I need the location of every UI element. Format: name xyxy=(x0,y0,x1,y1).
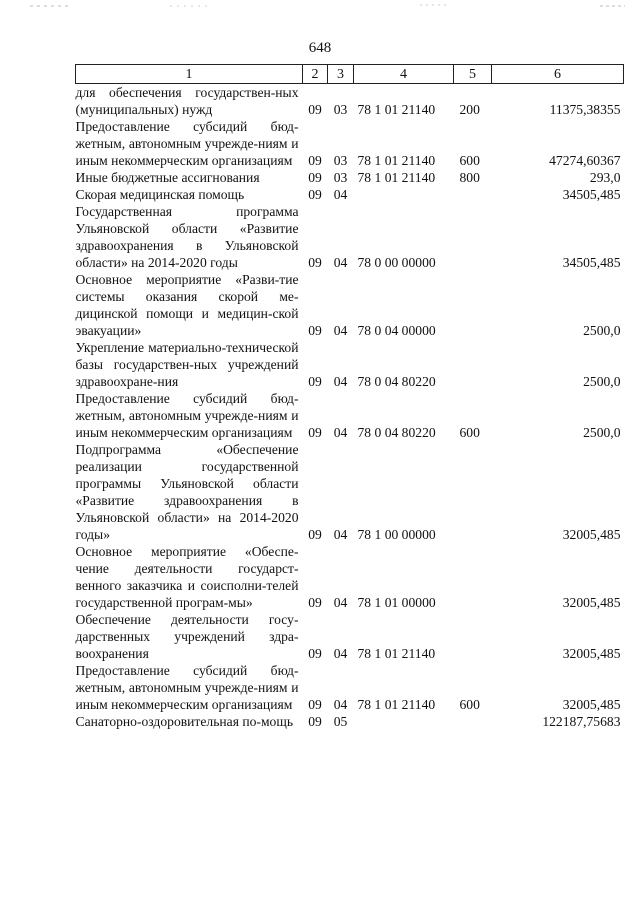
row-section: 09 xyxy=(308,697,322,712)
row-name: Санаторно-оздоровительная по-мощь xyxy=(75,714,294,729)
table-row xyxy=(76,186,624,203)
table-row xyxy=(76,169,624,186)
header-col-vr: 5 xyxy=(454,65,492,84)
row-section: 09 xyxy=(308,323,322,338)
row-amount: 32005,485 xyxy=(562,646,621,661)
row-expense-type xyxy=(454,339,492,390)
row-expense-type: 800 xyxy=(459,170,480,185)
row-section: 09 xyxy=(308,595,322,610)
row-subsection: 03 xyxy=(333,153,348,168)
row-name: Предоставление субсидий бюд-жетным, автономным учрежде-ниям и иным некоммерческим организациям xyxy=(75,391,299,440)
row-expense-type: 600 xyxy=(459,697,480,712)
table-row xyxy=(76,713,624,730)
row-target-article: 78 0 04 80220 xyxy=(357,425,436,440)
row-subsection: 04 xyxy=(333,697,348,712)
row-expense-type: 600 xyxy=(459,425,480,440)
row-name: Иные бюджетные ассигнования xyxy=(75,170,260,185)
row-subsection: 04 xyxy=(333,323,348,338)
row-name: Предоставление субсидий бюд-жетным, автономным учрежде-ниям и иным некоммерческим организациям xyxy=(75,119,299,168)
row-amount: 2500,0 xyxy=(583,323,621,338)
row-section: 09 xyxy=(308,170,322,185)
row-subsection: 04 xyxy=(333,255,348,270)
row-name: Укрепление материально-технической базы государствен-ных учреждений здравоохране-ния xyxy=(75,340,299,389)
table-body xyxy=(76,84,624,731)
table-row xyxy=(76,339,624,390)
row-subsection: 04 xyxy=(333,374,348,389)
row-subsection: 03 xyxy=(333,102,348,117)
table-row xyxy=(76,390,624,441)
row-amount: 2500,0 xyxy=(583,425,621,440)
row-target-article: 78 0 00 00000 xyxy=(357,255,436,270)
row-expense-type: 600 xyxy=(459,153,480,168)
row-target-article: 78 1 01 21140 xyxy=(357,697,436,712)
row-expense-type xyxy=(454,441,492,543)
row-section: 09 xyxy=(308,714,322,729)
row-subsection: 04 xyxy=(333,527,348,542)
header-col-csr: 4 xyxy=(354,65,454,84)
row-amount: 2500,0 xyxy=(583,374,621,389)
page-number: 648 xyxy=(308,40,332,56)
row-expense-type xyxy=(454,713,492,730)
row-section: 09 xyxy=(308,255,322,270)
row-expense-type xyxy=(454,203,492,271)
row-section: 09 xyxy=(308,527,322,542)
row-amount: 293,0 xyxy=(589,170,621,185)
row-target-article xyxy=(354,186,454,203)
row-section: 09 xyxy=(308,187,322,202)
row-subsection: 04 xyxy=(333,425,348,440)
row-target-article: 78 0 04 80220 xyxy=(357,374,436,389)
row-target-article xyxy=(354,713,454,730)
table-row xyxy=(76,84,624,119)
row-name: Основное мероприятие «Разви-тие системы оказания скорой ме-дицинской помощи и медицин-ской эвакуации» xyxy=(75,272,299,338)
row-name: Государственная программа Ульяновской области «Развитие здравоохранения в Ульяновской области» на 2014-2020 годы xyxy=(75,204,299,270)
row-section: 09 xyxy=(308,153,322,168)
table-row xyxy=(76,203,624,271)
header-col-rz: 2 xyxy=(303,65,328,84)
row-expense-type xyxy=(454,543,492,611)
row-subsection: 04 xyxy=(333,187,348,202)
row-name: Обеспечение деятельности госу-дарственных учреждений здра-воохранения xyxy=(75,612,299,661)
row-name: Предоставление субсидий бюд-жетным, автономным учрежде-ниям и иным некоммерческим организациям xyxy=(75,663,299,712)
row-expense-type xyxy=(454,271,492,339)
row-section: 09 xyxy=(308,374,322,389)
row-target-article: 78 1 01 21140 xyxy=(357,153,436,168)
row-name: Скорая медицинская помощь xyxy=(75,187,245,202)
row-amount: 32005,485 xyxy=(562,697,621,712)
row-amount: 32005,485 xyxy=(562,527,621,542)
row-section: 09 xyxy=(308,102,322,117)
scan-specks xyxy=(0,0,640,12)
table-header xyxy=(76,65,624,84)
row-expense-type: 200 xyxy=(459,102,480,117)
row-target-article: 78 1 01 00000 xyxy=(357,595,436,610)
row-target-article: 78 1 01 21140 xyxy=(357,646,436,661)
row-amount: 47274,60367 xyxy=(549,153,621,168)
row-amount: 34505,485 xyxy=(562,255,621,270)
row-target-article: 78 1 01 21140 xyxy=(357,170,436,185)
row-subsection: 04 xyxy=(333,595,348,610)
row-subsection: 04 xyxy=(333,646,348,661)
row-amount: 11375,38355 xyxy=(549,102,621,117)
row-expense-type xyxy=(454,186,492,203)
row-amount: 122187,75683 xyxy=(542,714,621,729)
row-amount: 32005,485 xyxy=(562,595,621,610)
row-amount: 34505,485 xyxy=(562,187,621,202)
budget-table xyxy=(75,64,624,730)
row-section: 09 xyxy=(308,425,322,440)
row-section: 09 xyxy=(308,646,322,661)
row-target-article: 78 1 00 00000 xyxy=(357,527,436,542)
table-row xyxy=(76,611,624,662)
row-name: для обеспечения государствен-ных (муниципальных) нужд xyxy=(75,85,299,117)
header-col-name: 1 xyxy=(76,65,303,84)
row-expense-type xyxy=(454,611,492,662)
row-name: Основное мероприятие «Обеспе-чение деятельности государст-венного заказчика и соисполни-телей государственной програм-мы» xyxy=(75,544,299,610)
table-row xyxy=(76,662,624,713)
row-name: Подпрограмма «Обеспечение реализации государственной программы Ульяновской области «Развитие здравоохранения в Ульяновской области» на 2014-2020 годы» xyxy=(75,442,299,542)
row-subsection: 03 xyxy=(333,170,348,185)
table-row xyxy=(76,118,624,169)
table-row xyxy=(76,543,624,611)
row-target-article: 78 1 01 21140 xyxy=(357,102,436,117)
header-col-amount: 6 xyxy=(492,65,624,84)
header-col-pr: 3 xyxy=(328,65,354,84)
table-row xyxy=(76,441,624,543)
row-subsection: 05 xyxy=(333,714,348,729)
row-target-article: 78 0 04 00000 xyxy=(357,323,436,338)
table-row xyxy=(76,271,624,339)
